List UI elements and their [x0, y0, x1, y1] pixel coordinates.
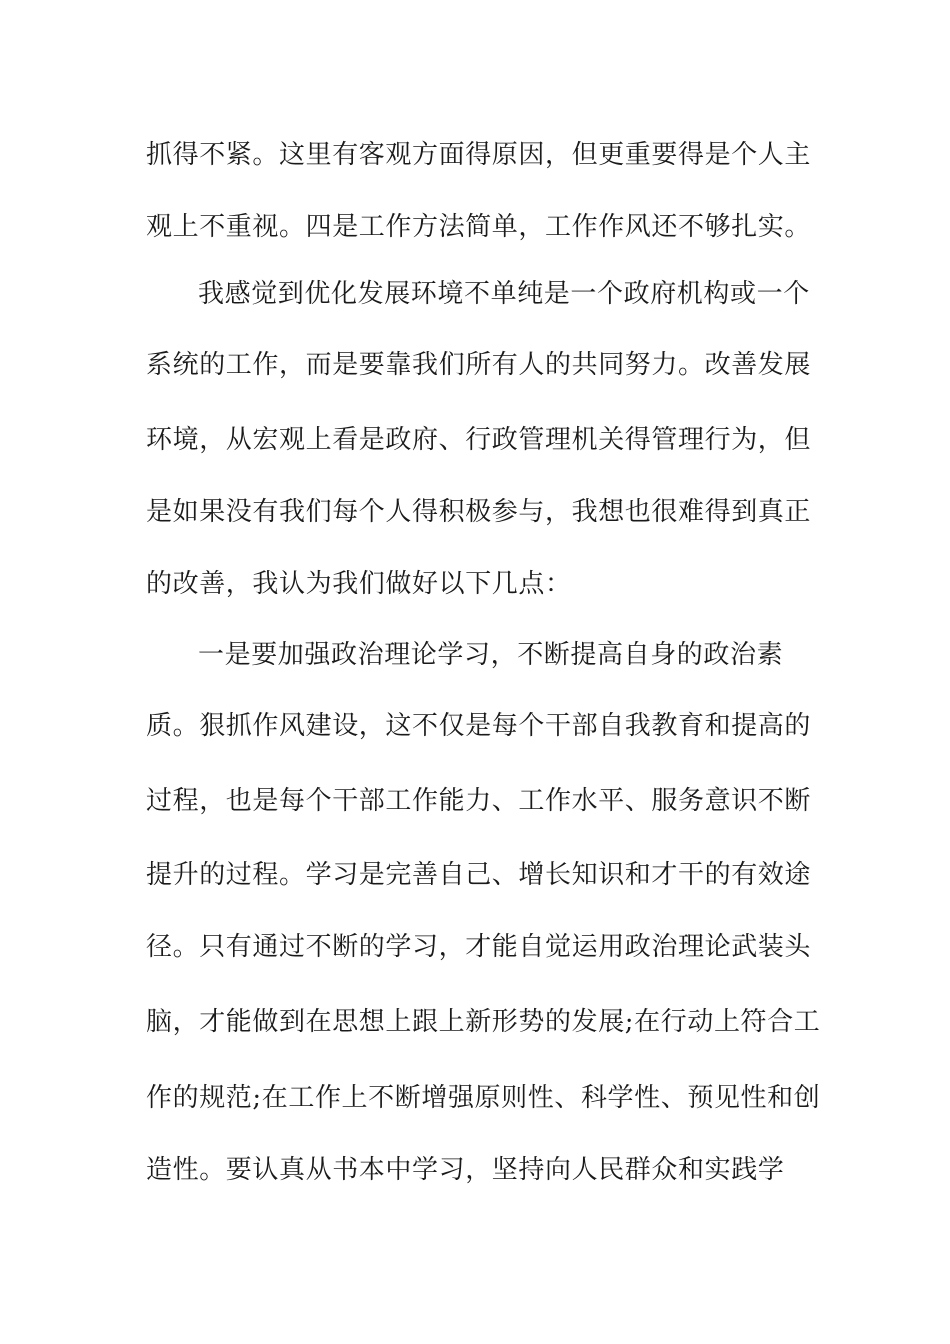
text-line: 过程，也是每个干部工作能力、工作水平、服务意识不断	[146, 786, 812, 816]
text-line: 作的规范;在工作上不断增强原则性、科学性、预见性和创	[146, 1083, 821, 1113]
text-line: 是如果没有我们每个人得积极参与，我想也很难得到真正	[146, 497, 812, 527]
text-line: 脑，才能做到在思想上跟上新形势的发展;在行动上符合工	[146, 1007, 821, 1037]
text-line: 径。只有通过不断的学习，才能自觉运用政治理论武装头	[146, 932, 812, 962]
text-line: 环境，从宏观上看是政府、行政管理机关得管理行为，但	[146, 425, 812, 455]
text-line: 的改善，我认为我们做好以下几点：	[146, 569, 572, 599]
text-line: 抓得不紧。这里有客观方面得原因，但更重要得是个人主	[146, 140, 812, 170]
text-line: 质。狠抓作风建设，这不仅是每个干部自我教育和提高的	[146, 711, 812, 741]
text-line: 造性。要认真从书本中学习，坚持向人民群众和实践学	[146, 1155, 785, 1185]
text-line: 系统的工作，而是要靠我们所有人的共同努力。改善发展	[146, 350, 812, 380]
paragraph-first-line: 我感觉到优化发展环境不单纯是一个政府机构或一个	[198, 279, 810, 309]
paragraph-first-line: 一是要加强政治理论学习，不断提高自身的政治素	[198, 640, 784, 670]
text-line: 观上不重视。四是工作方法简单，工作作风还不够扎实。	[146, 212, 812, 242]
text-line: 提升的过程。学习是完善自己、增长知识和才干的有效途	[146, 860, 812, 890]
